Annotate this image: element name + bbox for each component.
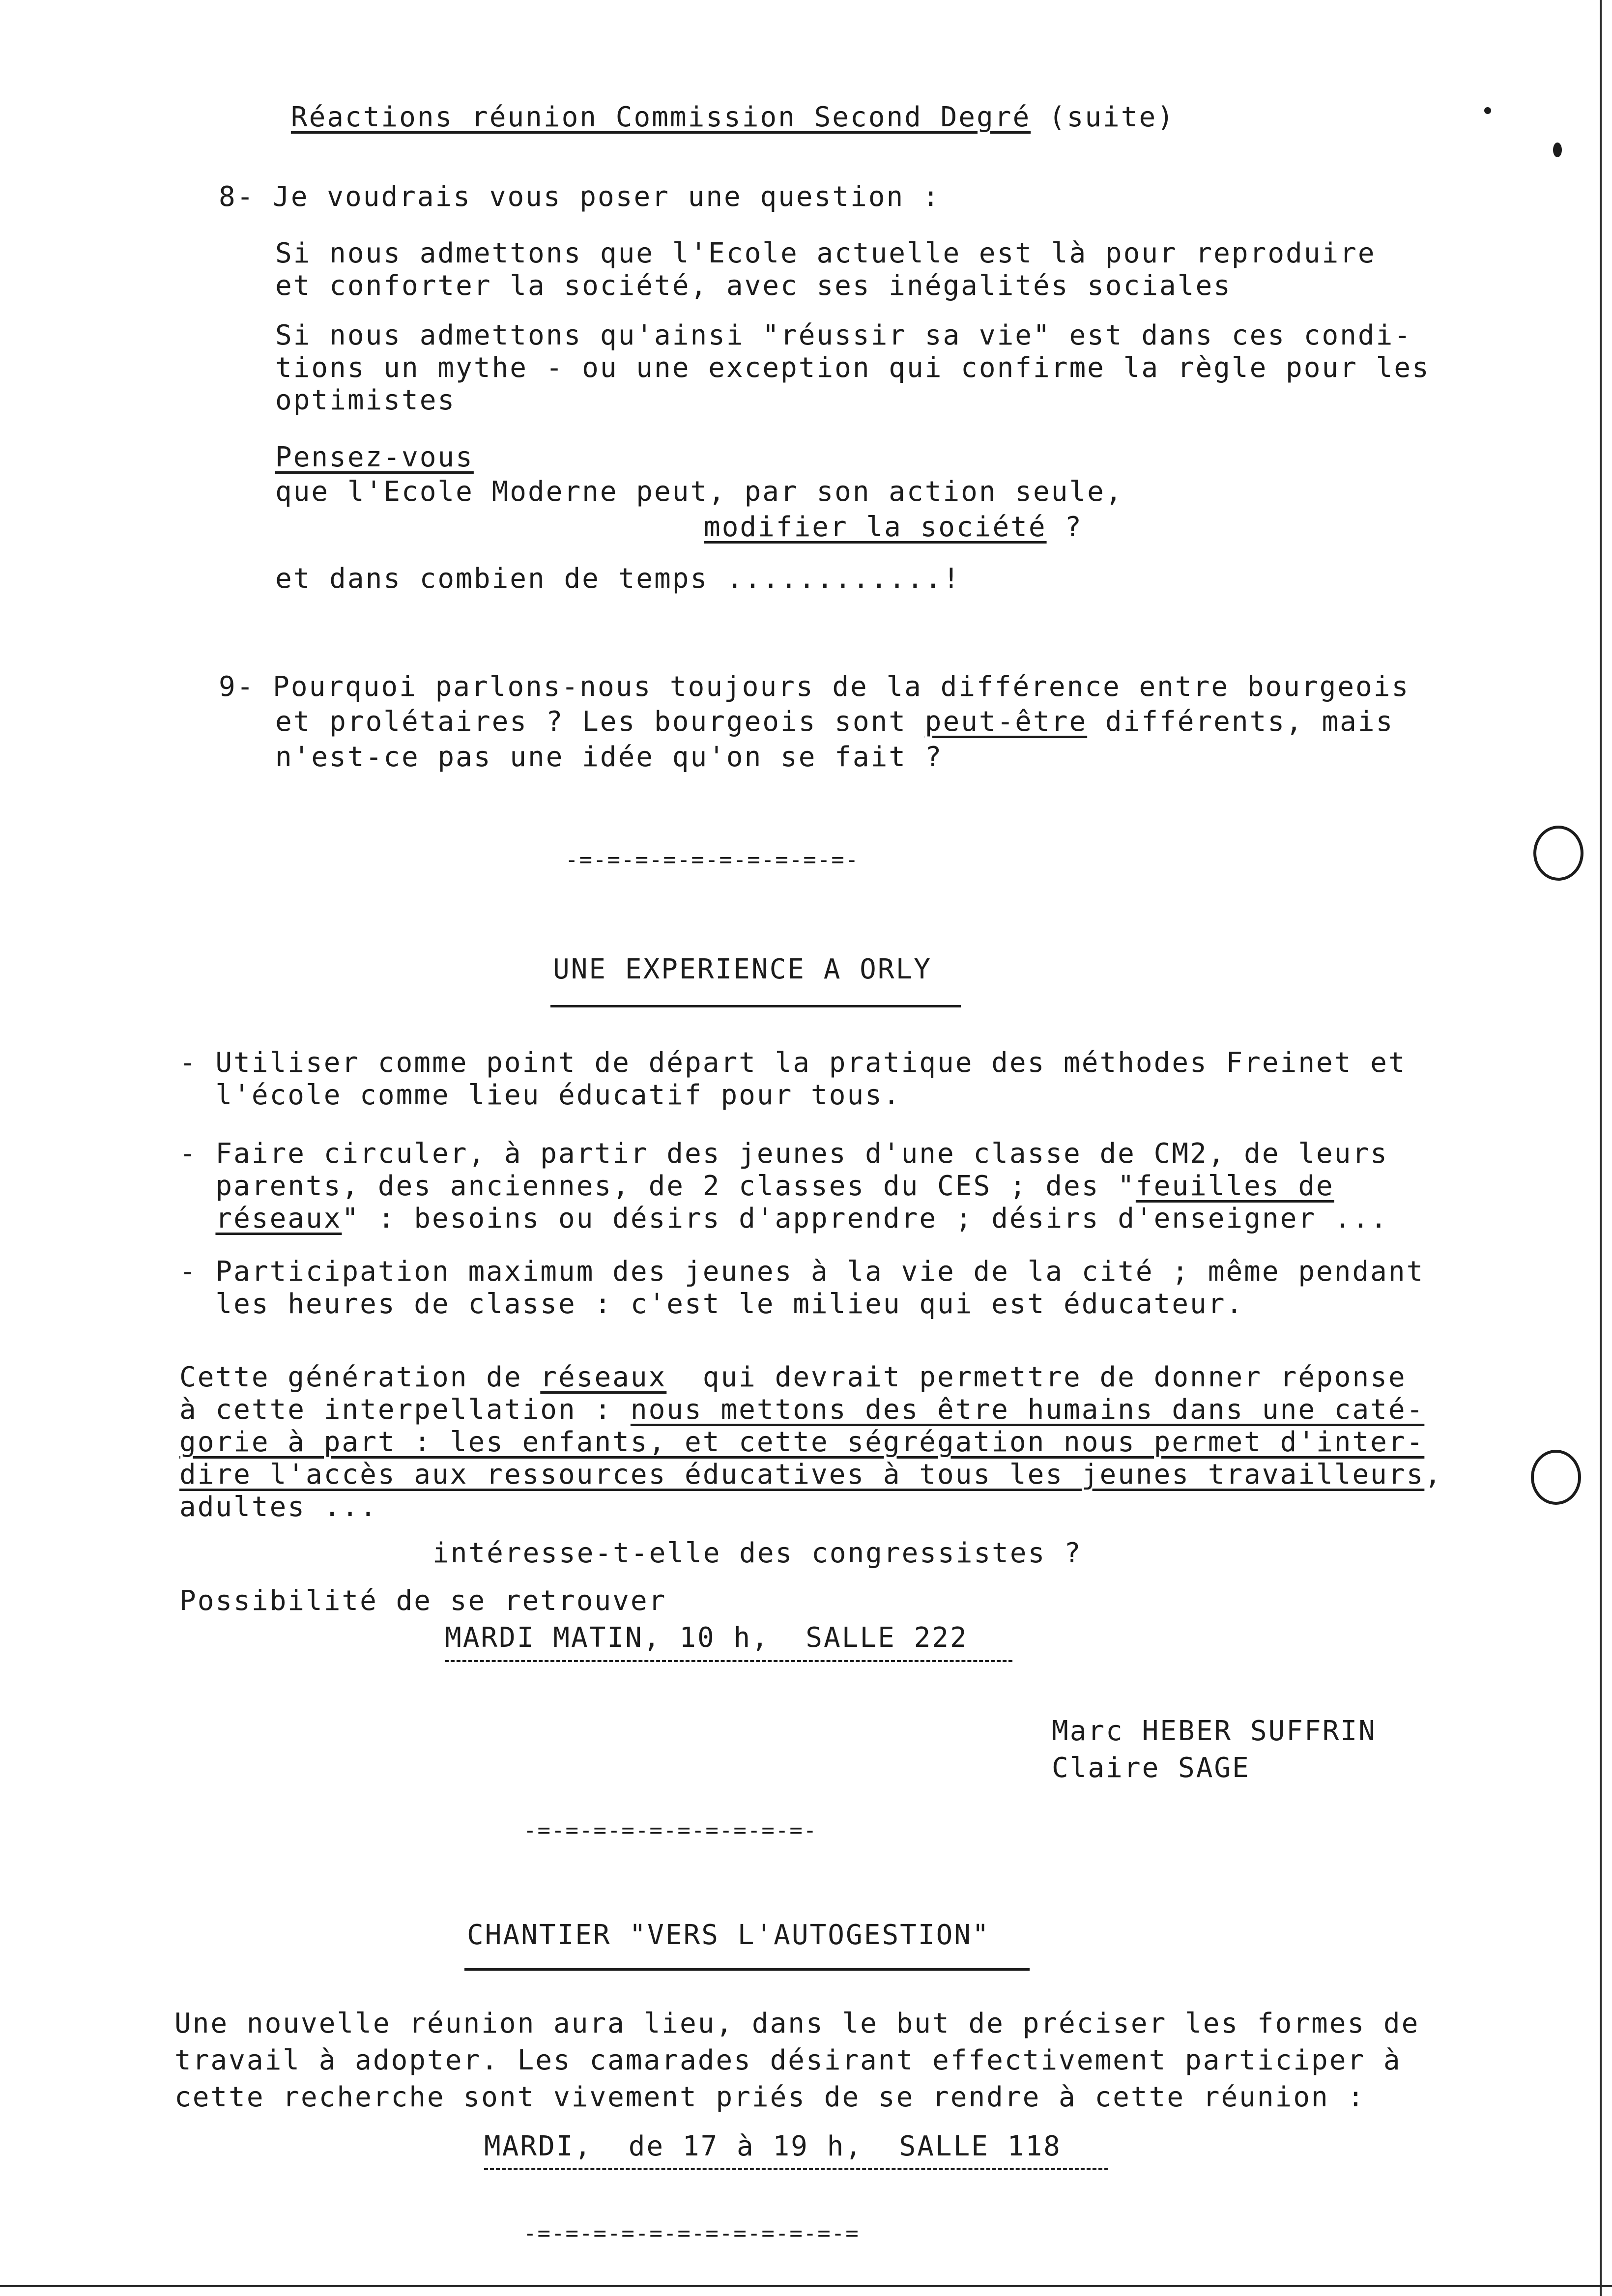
orly-paragraph-line-2: à cette interpellation : nous mettons des être humains dans une caté- (179, 1394, 1425, 1426)
orly-paragraph-line-3: gorie à part : les enfants, et cette ségrégation nous permet d'inter- (179, 1426, 1425, 1458)
question-number: 8- (219, 181, 255, 213)
page-edge-right (1600, 0, 1602, 2296)
q8-ecole-moderne: que l'Ecole Moderne peut, par son action seule, (275, 476, 1123, 508)
separator: -=-=-=-=-=-=-=-=-=-=-=-= (523, 2221, 860, 2246)
page-edge-bottom (0, 2285, 1612, 2287)
ink-mark (1484, 107, 1491, 114)
q8-modifier-societe: modifier la société ? (704, 511, 1083, 543)
question-9-line-1: 9- Pourquoi parlons-nous toujours de la différence entre bourgeois (219, 671, 1410, 703)
orly-paragraph-line-5: adultes ... (179, 1491, 378, 1523)
orly-bullet-1-line-1: - Utiliser comme point de départ la pratique des méthodes Freinet et (179, 1047, 1407, 1079)
question-9-line-3: n'est-ce pas une idée qu'on se fait ? (275, 741, 943, 773)
question-8-intro: 8- Je voudrais vous poser une question : (219, 181, 941, 213)
orly-paragraph-line-1: Cette génération de réseaux qui devrait permettre de donner réponse (179, 1361, 1407, 1393)
orly-possibilite: Possibilité de se retrouver (179, 1585, 667, 1617)
orly-paragraph-line-4: dire l'accès aux ressources éducatives à tous les jeunes travailleurs, (179, 1459, 1443, 1491)
question-9-line-2: et prolétaires ? Les bourgeois sont peut-être différents, mais (275, 706, 1394, 738)
orly-meeting-time: MARDI MATIN, 10 h, SALLE 222 (445, 1622, 968, 1654)
question-number: 9- (219, 671, 255, 703)
orly-bullet-2-line-3: réseaux" : besoins ou désirs d'apprendre ; désirs d'enseigner ... (215, 1203, 1388, 1234)
q8-paragraph-2-line-1: Si nous admettons qu'ainsi "réussir sa vie" est dans ces condi- (275, 319, 1412, 351)
q8-paragraph-2-line-2: tions un mythe - ou une exception qui confirme la règle pour les (275, 352, 1430, 384)
section-header (219, 69, 1175, 166)
header-title: Réactions réunion Commission Second Degré (290, 101, 1031, 133)
title-underline (464, 1968, 1030, 1971)
chantier-meeting-time: MARDI, de 17 à 19 h, SALLE 118 (484, 2130, 1062, 2162)
orly-bullet-2-line-1: - Faire circuler, à partir des jeunes d'une classe de CM2, de leurs (179, 1138, 1388, 1170)
chantier-line-3: cette recherche sont vivement priés de se rendre à cette réunion : (174, 2081, 1366, 2113)
author-2: Claire SAGE (1052, 1752, 1250, 1784)
orly-bullet-3-line-1: - Participation maximum des jeunes à la vie de la cité ; même pendant (179, 1256, 1425, 1288)
separator: -=-=-=-=-=-=-=-=-=-=- (523, 1818, 818, 1843)
q8-paragraph-1-line-2: et conforter la société, avec ses inégalités sociales (275, 270, 1232, 302)
orly-bullet-3-line-2: les heures de classe : c'est le milieu qui est éducateur. (179, 1288, 1244, 1320)
meeting-underline (484, 2168, 1108, 2170)
separator: -=-=-=-=-=-=-=-=-=-=- (565, 847, 860, 872)
title-underline (550, 1005, 961, 1007)
orly-section-title: UNE EXPERIENCE A ORLY (553, 953, 932, 985)
chantier-line-2: travail à adopter. Les camarades désirant effectivement participer à (174, 2044, 1402, 2076)
chantier-line-1: Une nouvelle réunion aura lieu, dans le but de préciser les formes de (174, 2008, 1420, 2039)
punch-hole-bottom (1531, 1450, 1581, 1505)
ink-mark (1553, 143, 1562, 157)
q8-paragraph-1-line-1: Si nous admettons que l'Ecole actuelle est là pour reproduire (275, 237, 1376, 269)
orly-bullet-1-line-2: l'école comme lieu éducatif pour tous. (179, 1079, 901, 1111)
orly-interesse: intéresse-t-elle des congressistes ? (432, 1537, 1082, 1569)
chantier-section-title: CHANTIER "VERS L'AUTOGESTION" (467, 1919, 990, 1951)
q8-combien-de-temps: et dans combien de temps ............! (275, 563, 961, 595)
punch-hole-top (1533, 826, 1583, 881)
q8-pensez-vous: Pensez-vous (275, 441, 474, 473)
q8-paragraph-2-line-3: optimistes (275, 384, 456, 416)
header-suffix: (suite) (1048, 101, 1175, 133)
meeting-underline (445, 1660, 1012, 1662)
author-1: Marc HEBER SUFFRIN (1052, 1715, 1377, 1747)
orly-bullet-2-line-2: parents, des anciennes, de 2 classes du CES ; des "feuilles de (179, 1170, 1334, 1202)
